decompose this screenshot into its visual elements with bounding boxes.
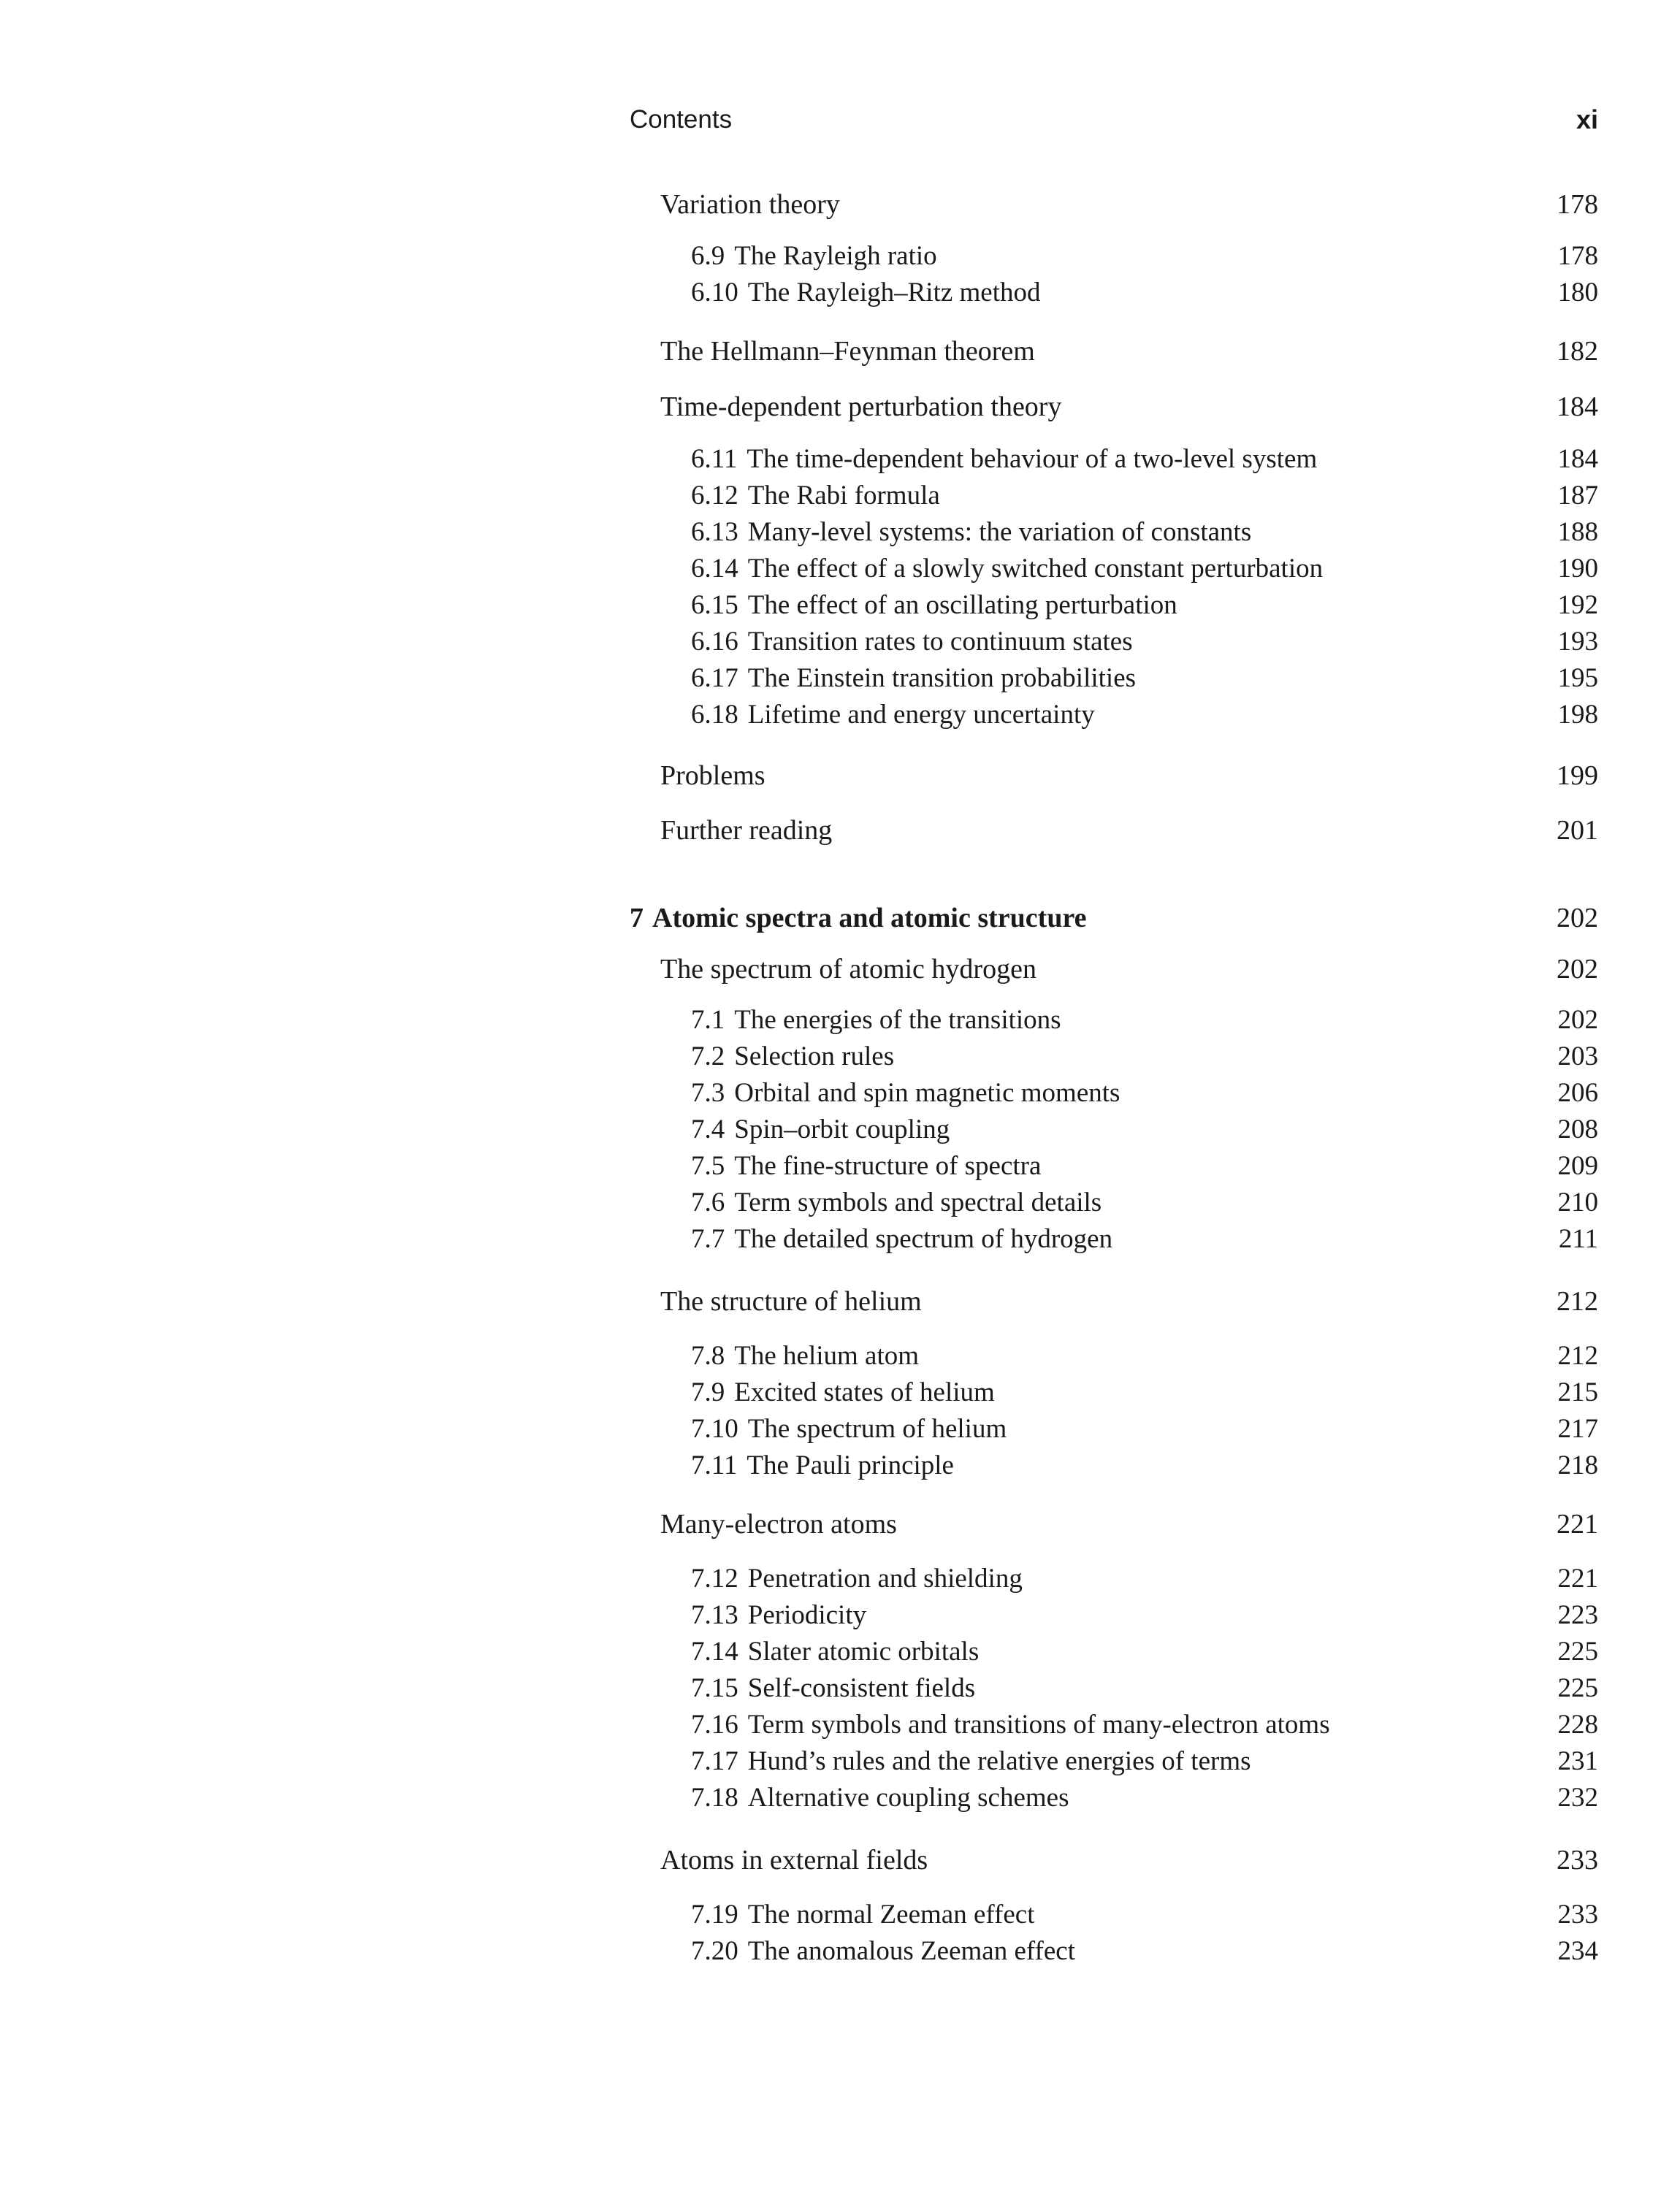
entry-title: Selection rules bbox=[734, 1041, 895, 1071]
page-number: 187 bbox=[1557, 481, 1598, 511]
entry-title: Time-dependent perturbation theory bbox=[660, 391, 1062, 422]
subsection-entry bbox=[0, 1634, 1680, 1670]
entry-title: The Einstein transition probabilities bbox=[747, 663, 1137, 693]
page-number: 202 bbox=[1557, 1005, 1598, 1035]
entry-number: 6.10 bbox=[691, 278, 738, 307]
section-heading bbox=[0, 1842, 1680, 1878]
subsection-entry bbox=[0, 1597, 1680, 1634]
subsection-entry bbox=[0, 1780, 1680, 1816]
entry-number: 7.11 bbox=[691, 1450, 738, 1480]
entry-title-group bbox=[691, 1561, 1023, 1597]
entry-title: The Hellmann–Feynman theorem bbox=[660, 336, 1035, 367]
page-number: 190 bbox=[1557, 554, 1598, 584]
entry-title: Atomic spectra and atomic structure bbox=[652, 903, 1087, 933]
page-number: 212 bbox=[1557, 1341, 1598, 1371]
page-number: 178 bbox=[1557, 189, 1598, 220]
entry-title-group bbox=[660, 389, 1061, 425]
subsection-entry bbox=[0, 275, 1680, 311]
entry-title-group bbox=[691, 1597, 866, 1634]
entry-title-group bbox=[691, 478, 940, 514]
subsection-entry bbox=[0, 514, 1680, 551]
subsection-entry bbox=[0, 697, 1680, 733]
entry-title-group bbox=[691, 238, 937, 275]
entry-number: 7.18 bbox=[691, 1783, 738, 1813]
page-number: 212 bbox=[1557, 1286, 1598, 1317]
entry-title: Atoms in external fields bbox=[660, 1845, 928, 1875]
entry-title-group bbox=[660, 186, 840, 223]
entry-title-group bbox=[691, 1634, 979, 1670]
entry-title: Term symbols and transitions of many-electron atoms bbox=[747, 1710, 1330, 1740]
entry-title-group bbox=[691, 1185, 1101, 1221]
entry-title-group bbox=[660, 1506, 897, 1542]
page-number: 182 bbox=[1557, 336, 1598, 367]
section-heading bbox=[0, 812, 1680, 849]
page-number: 221 bbox=[1557, 1564, 1598, 1594]
entry-number: 6.12 bbox=[691, 481, 738, 511]
entry-title-group bbox=[660, 333, 1035, 370]
entry-title: Further reading bbox=[660, 815, 833, 846]
entry-title: Hund’s rules and the relative energies of terms bbox=[747, 1746, 1251, 1776]
page-number: 184 bbox=[1557, 391, 1598, 422]
subsection-entry bbox=[0, 1148, 1680, 1185]
entry-number: 7.4 bbox=[691, 1114, 725, 1144]
page-number: 195 bbox=[1557, 663, 1598, 693]
entry-title-group bbox=[691, 1075, 1120, 1112]
entry-title-group bbox=[691, 1707, 1330, 1743]
entry-title: The spectrum of atomic hydrogen bbox=[660, 954, 1036, 984]
subsection-entry bbox=[0, 1448, 1680, 1484]
entry-title-group bbox=[691, 1148, 1041, 1185]
section-heading bbox=[0, 757, 1680, 794]
subsection-entry bbox=[0, 1933, 1680, 1970]
entry-title: The Rayleigh ratio bbox=[734, 241, 937, 271]
entry-title: The time-dependent behaviour of a two-level system bbox=[747, 444, 1318, 474]
entry-title: The helium atom bbox=[734, 1341, 920, 1371]
entry-title: Penetration and shielding bbox=[747, 1564, 1023, 1594]
page-number: 206 bbox=[1557, 1078, 1598, 1108]
entry-number: 7.8 bbox=[691, 1341, 725, 1371]
entry-number: 7.12 bbox=[691, 1564, 738, 1594]
page-number: 184 bbox=[1557, 444, 1598, 474]
entry-title: Slater atomic orbitals bbox=[747, 1637, 980, 1667]
entry-number: 7.3 bbox=[691, 1078, 725, 1108]
entry-number: 7.2 bbox=[691, 1041, 725, 1071]
running-head bbox=[630, 101, 1598, 139]
entry-number: 7.10 bbox=[691, 1414, 738, 1444]
entry-title: The effect of an oscillating perturbation bbox=[747, 590, 1177, 620]
page-number: 202 bbox=[1557, 954, 1598, 984]
page-number: 192 bbox=[1557, 590, 1598, 620]
entry-title-group bbox=[691, 1670, 975, 1707]
entry-title: The detailed spectrum of hydrogen bbox=[734, 1224, 1113, 1254]
page-number: 234 bbox=[1557, 1936, 1598, 1966]
entry-title: The Rayleigh–Ritz method bbox=[747, 278, 1041, 307]
subsection-entry bbox=[0, 1002, 1680, 1039]
subsection-entry bbox=[0, 1039, 1680, 1075]
entry-title: The fine-structure of spectra bbox=[734, 1151, 1042, 1181]
page-number: 215 bbox=[1557, 1377, 1598, 1407]
entry-title-group bbox=[630, 900, 1087, 936]
page-number: 221 bbox=[1557, 1509, 1598, 1540]
page-number: 231 bbox=[1557, 1746, 1598, 1776]
page-number: 208 bbox=[1557, 1114, 1598, 1144]
entry-title: Transition rates to continuum states bbox=[747, 627, 1133, 657]
entry-number: 7.9 bbox=[691, 1377, 725, 1407]
entry-title: The energies of the transitions bbox=[734, 1005, 1061, 1035]
subsection-entry bbox=[0, 624, 1680, 660]
section-heading bbox=[0, 186, 1680, 223]
entry-number: 7.16 bbox=[691, 1710, 738, 1740]
entry-title-group bbox=[691, 1743, 1251, 1780]
page-number: 233 bbox=[1557, 1845, 1598, 1875]
entry-number: 6.18 bbox=[691, 700, 738, 730]
entry-number: 7.1 bbox=[691, 1005, 725, 1035]
entry-title-group bbox=[691, 551, 1323, 587]
entry-title-group bbox=[691, 624, 1133, 660]
subsection-entry bbox=[0, 660, 1680, 697]
subsection-entry bbox=[0, 478, 1680, 514]
subsection-entry bbox=[0, 238, 1680, 275]
subsection-entry bbox=[0, 1670, 1680, 1707]
running-head-title: Contents bbox=[630, 105, 733, 134]
page-number: 178 bbox=[1557, 241, 1598, 271]
entry-title: Term symbols and spectral details bbox=[734, 1188, 1102, 1217]
page-number: 223 bbox=[1557, 1600, 1598, 1630]
subsection-entry bbox=[0, 441, 1680, 478]
entry-title: The spectrum of helium bbox=[747, 1414, 1007, 1444]
page-number: 217 bbox=[1557, 1414, 1598, 1444]
subsection-entry bbox=[0, 1075, 1680, 1112]
entry-number: 6.14 bbox=[691, 554, 738, 584]
entry-number: 6.9 bbox=[691, 241, 725, 271]
entry-title: Problems bbox=[660, 760, 765, 791]
page-number: 188 bbox=[1557, 517, 1598, 547]
entry-number: 7.20 bbox=[691, 1936, 738, 1966]
subsection-entry bbox=[0, 1897, 1680, 1933]
entry-title: The Pauli principle bbox=[747, 1450, 954, 1480]
entry-title: Many-level systems: the variation of constants bbox=[747, 517, 1252, 547]
entry-title: Self-consistent fields bbox=[747, 1673, 976, 1703]
entry-title: Spin–orbit coupling bbox=[734, 1114, 950, 1144]
entry-title: The anomalous Zeeman effect bbox=[747, 1936, 1075, 1966]
entry-title-group bbox=[691, 1002, 1061, 1039]
section-heading bbox=[0, 951, 1680, 987]
page-number: 225 bbox=[1557, 1673, 1598, 1703]
page-number: 202 bbox=[1557, 903, 1598, 933]
page-number: 209 bbox=[1557, 1151, 1598, 1181]
page-number: 201 bbox=[1557, 815, 1598, 846]
entry-title-group bbox=[660, 812, 832, 849]
entry-number: 7.19 bbox=[691, 1900, 738, 1930]
entry-title: The Rabi formula bbox=[747, 481, 940, 511]
entry-title: Many-electron atoms bbox=[660, 1509, 897, 1540]
entry-number: 7.13 bbox=[691, 1600, 738, 1630]
page-number: 225 bbox=[1557, 1637, 1598, 1667]
entry-title-group bbox=[691, 1039, 894, 1075]
entry-title-group bbox=[691, 1338, 919, 1374]
subsection-entry bbox=[0, 1561, 1680, 1597]
page-number: 193 bbox=[1557, 627, 1598, 657]
entry-title-group bbox=[691, 1780, 1069, 1816]
entry-title-group bbox=[660, 951, 1036, 987]
page-number: 180 bbox=[1557, 278, 1598, 307]
entry-number: 7.6 bbox=[691, 1188, 725, 1217]
entry-number: 7.5 bbox=[691, 1151, 725, 1181]
section-heading bbox=[0, 389, 1680, 425]
entry-title-group bbox=[691, 1112, 950, 1148]
entry-title-group bbox=[660, 1283, 922, 1320]
subsection-entry bbox=[0, 1374, 1680, 1411]
entry-title-group bbox=[691, 275, 1041, 311]
page-number: 228 bbox=[1557, 1710, 1598, 1740]
entry-title-group bbox=[691, 1933, 1075, 1970]
subsection-entry bbox=[0, 587, 1680, 624]
entry-title: Lifetime and energy uncertainty bbox=[747, 700, 1095, 730]
entry-title-group bbox=[691, 1411, 1007, 1448]
entry-number: 6.11 bbox=[691, 444, 738, 474]
subsection-entry bbox=[0, 1185, 1680, 1221]
entry-title: Orbital and spin magnetic moments bbox=[734, 1078, 1120, 1108]
entry-title-group bbox=[691, 697, 1095, 733]
page-number: 232 bbox=[1557, 1783, 1598, 1813]
entry-number: 7.17 bbox=[691, 1746, 738, 1776]
entry-title-group bbox=[691, 1897, 1035, 1933]
page-number: 198 bbox=[1557, 700, 1598, 730]
subsection-entry bbox=[0, 1411, 1680, 1448]
subsection-entry bbox=[0, 1338, 1680, 1374]
page-number: 211 bbox=[1558, 1224, 1598, 1254]
page-number: 199 bbox=[1557, 760, 1598, 791]
entry-title-group bbox=[691, 1374, 995, 1411]
entry-number: 7.14 bbox=[691, 1637, 738, 1667]
section-heading bbox=[0, 1506, 1680, 1542]
section-heading bbox=[0, 333, 1680, 370]
page-folio: xi bbox=[1576, 104, 1598, 134]
page-number: 203 bbox=[1557, 1041, 1598, 1071]
entry-number: 6.16 bbox=[691, 627, 738, 657]
entry-title: Excited states of helium bbox=[734, 1377, 995, 1407]
subsection-entry bbox=[0, 1743, 1680, 1780]
subsection-entry bbox=[0, 1707, 1680, 1743]
entry-title: Alternative coupling schemes bbox=[747, 1783, 1069, 1813]
subsection-entry bbox=[0, 1112, 1680, 1148]
entry-title-group bbox=[691, 441, 1317, 478]
subsection-entry bbox=[0, 551, 1680, 587]
subsection-entry bbox=[0, 1221, 1680, 1258]
entry-title-group bbox=[691, 660, 1136, 697]
entry-number: 7.15 bbox=[691, 1673, 738, 1703]
entry-title-group bbox=[691, 1221, 1112, 1258]
entry-number: 6.13 bbox=[691, 517, 738, 547]
entry-title-group bbox=[660, 1842, 928, 1878]
section-heading bbox=[0, 1283, 1680, 1320]
entry-number: 7.7 bbox=[691, 1224, 725, 1254]
entry-title: Periodicity bbox=[747, 1600, 867, 1630]
page-number: 210 bbox=[1557, 1188, 1598, 1217]
entry-title-group bbox=[691, 587, 1177, 624]
entry-title: Variation theory bbox=[660, 189, 840, 220]
entry-title: The normal Zeeman effect bbox=[747, 1900, 1035, 1930]
entry-number: 6.15 bbox=[691, 590, 738, 620]
entry-number: 7 bbox=[630, 903, 644, 933]
entry-title: The structure of helium bbox=[660, 1286, 922, 1317]
chapter-heading bbox=[0, 900, 1680, 936]
page-number: 233 bbox=[1557, 1900, 1598, 1930]
entry-title-group bbox=[691, 1448, 954, 1484]
entry-title-group bbox=[691, 514, 1251, 551]
entry-number: 6.17 bbox=[691, 663, 738, 693]
page-number: 218 bbox=[1557, 1450, 1598, 1480]
entry-title-group bbox=[660, 757, 765, 794]
entry-title: The effect of a slowly switched constant perturbation bbox=[747, 554, 1324, 584]
